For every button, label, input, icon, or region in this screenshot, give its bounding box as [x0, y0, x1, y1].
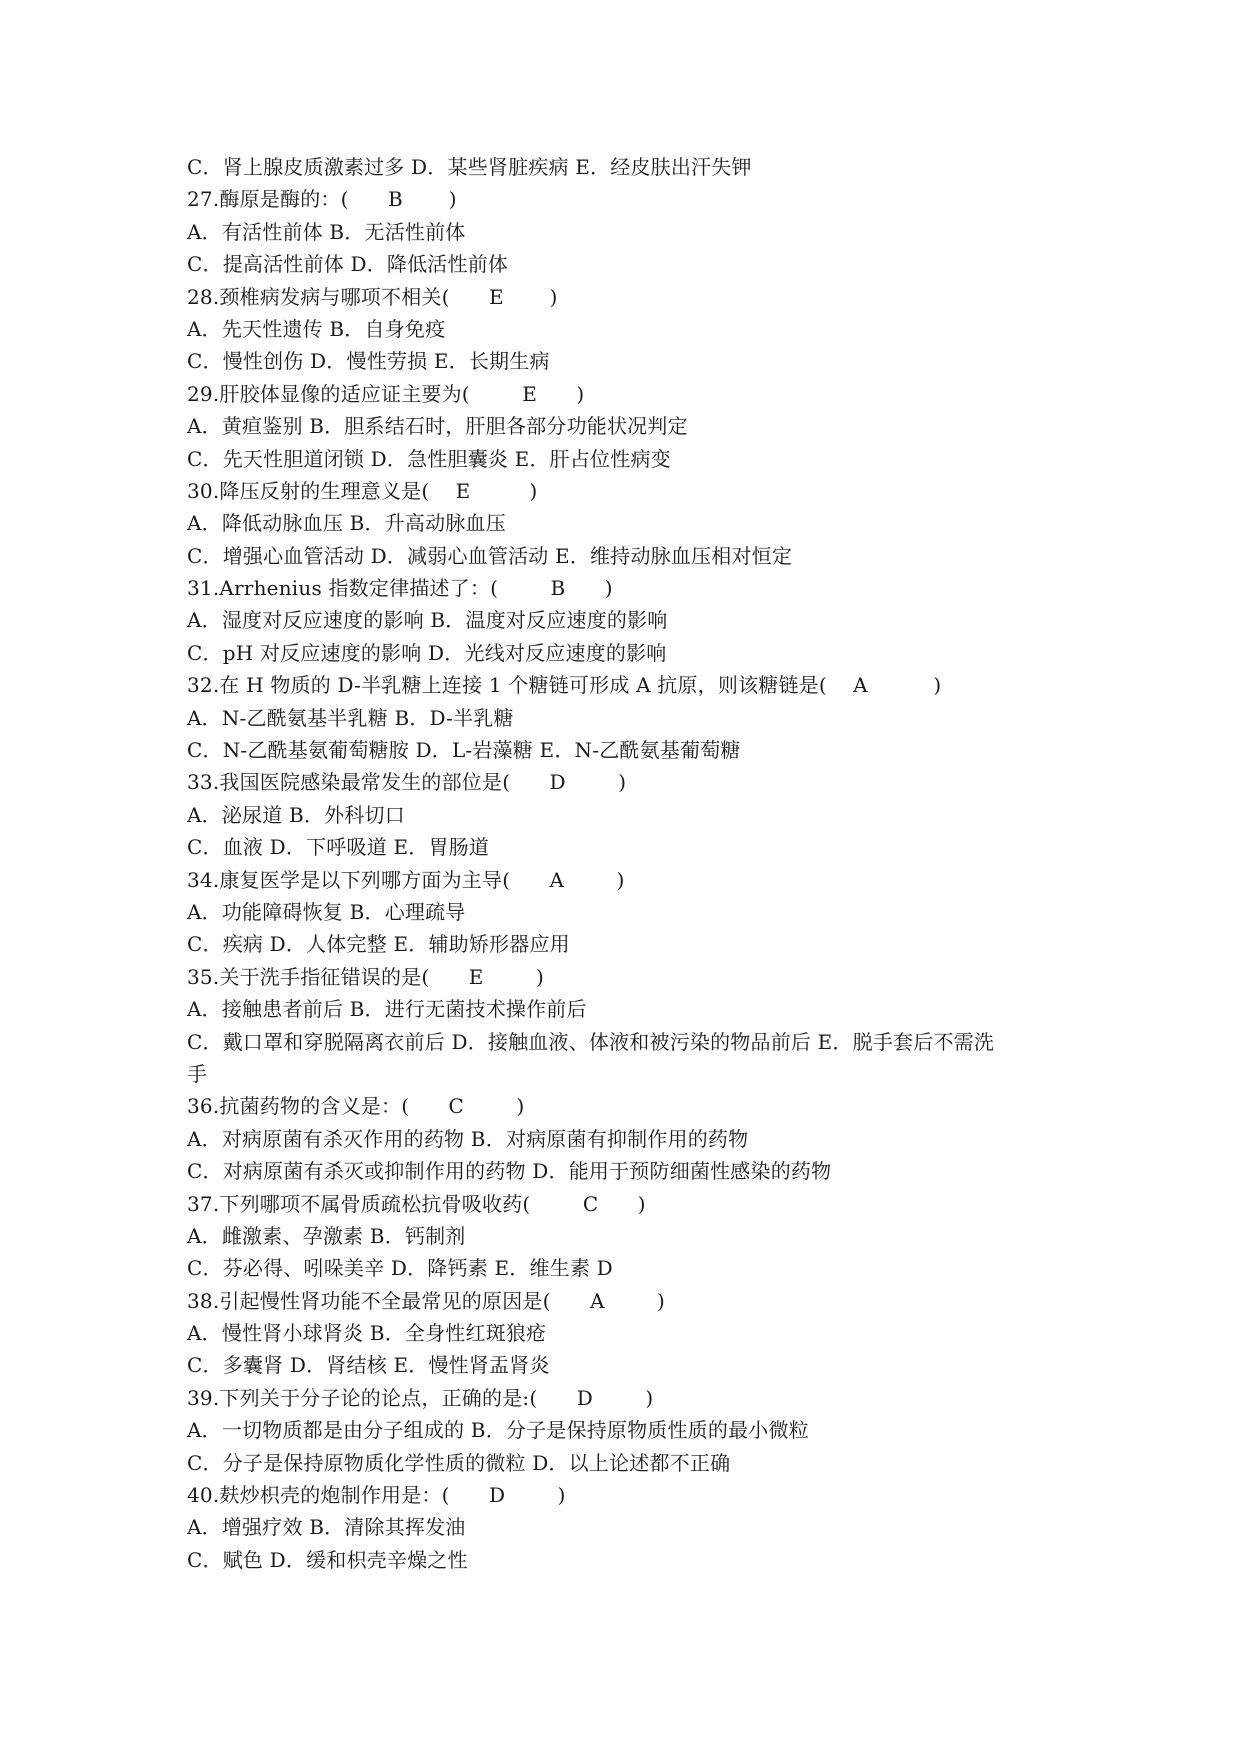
text-line: 40.麸炒枳壳的炮制作用是：( D ) — [187, 1483, 566, 1508]
text-line: 27.酶原是酶的：( B ) — [187, 187, 457, 212]
text-line: 33.我国医院感染最常发生的部位是( D ) — [187, 770, 627, 795]
text-line: A．功能障碍恢复 B．心理疏导 — [187, 899, 466, 924]
text-line: A．湿度对反应速度的影响 B．温度对反应速度的影响 — [187, 608, 668, 633]
text-line: 32.在 H 物质的 D-半乳糖上连接 1 个糖链可形成 A 抗原，则该糖链是( A ) — [187, 673, 942, 698]
text-line: 手 — [187, 1061, 208, 1086]
text-line: C．赋色 D．缓和枳壳辛燥之性 — [187, 1547, 468, 1572]
text-line: 31.Arrhenius 指数定律描述了：( B ) — [187, 576, 613, 601]
text-line: A．接触患者前后 B．进行无菌技术操作前后 — [187, 997, 587, 1022]
text-line: A．N-乙酰氨基半乳糖 B．D-半乳糖 — [187, 705, 514, 730]
text-line: A．增强疗效 B．清除其挥发油 — [187, 1515, 466, 1540]
text-line: C．疾病 D．人体完整 E．辅助矫形器应用 — [187, 932, 570, 957]
text-line: C．增强心血管活动 D．减弱心血管活动 E．维持动脉血压相对恒定 — [187, 543, 793, 568]
text-line: A．有活性前体 B．无活性前体 — [187, 219, 466, 244]
text-line: 34.康复医学是以下列哪方面为主导( A ) — [187, 867, 625, 892]
text-line: 38.引起慢性肾功能不全最常见的原因是( A ) — [187, 1288, 666, 1313]
text-line: A．降低动脉血压 B．升高动脉血压 — [187, 511, 506, 536]
text-line: C．血液 D．下呼吸道 E．胃肠道 — [187, 835, 490, 860]
text-line: A．对病原菌有杀灭作用的药物 B．对病原菌有抑制作用的药物 — [187, 1126, 749, 1151]
text-line: A．慢性肾小球肾炎 B．全身性红斑狼疮 — [187, 1321, 547, 1346]
text-line: C．先天性胆道闭锁 D．急性胆囊炎 E．肝占位性病变 — [187, 446, 671, 471]
text-line: A．先天性遗传 B．自身免疫 — [187, 316, 446, 341]
text-line: C．芬必得、吲哚美辛 D．降钙素 E．维生素 D — [187, 1256, 613, 1281]
document-body — [187, 151, 1067, 1576]
text-line: C．戴口罩和穿脱隔离衣前后 D．接触血液、体液和被污染的物品前后 E．脱手套后不需洗 — [187, 1029, 995, 1054]
text-line: A．泌尿道 B．外科切口 — [187, 802, 405, 827]
text-line: A．雌激素、孕激素 B．钙制剂 — [187, 1223, 466, 1248]
text-line: C．对病原菌有杀灭或抑制作用的药物 D．能用于预防细菌性感染的药物 — [187, 1159, 832, 1184]
text-line: 39.下列关于分子论的论点，正确的是:( D ) — [187, 1385, 654, 1410]
text-line: A．一切物质都是由分子组成的 B．分子是保持原物质性质的最小微粒 — [187, 1418, 809, 1443]
text-line: C．肾上腺皮质激素过多 D．某些肾脏疾病 E．经皮肤出汗失钾 — [187, 155, 752, 179]
text-line: C．提高活性前体 D．降低活性前体 — [187, 252, 509, 277]
text-line: 30.降压反射的生理意义是( E ) — [187, 478, 538, 503]
text-line: 28.颈椎病发病与哪项不相关( E ) — [187, 284, 558, 309]
text-line: 37.下列哪项不属骨质疏松抗骨吸收药( C ) — [187, 1191, 646, 1216]
text-line: 36.抗菌药物的含义是：( C ) — [187, 1094, 525, 1119]
text-line: C．N-乙酰基氨葡萄糖胺 D．L-岩藻糖 E．N-乙酰氨基葡萄糖 — [187, 738, 741, 763]
text-line: C．pH 对反应速度的影响 D．光线对反应速度的影响 — [187, 640, 667, 665]
text-line: C．慢性创伤 D．慢性劳损 E．长期生病 — [187, 349, 550, 374]
text-line: 29.肝胶体显像的适应证主要为( E ) — [187, 381, 585, 406]
text-line: C．分子是保持原物质化学性质的微粒 D．以上论述都不正确 — [187, 1450, 731, 1475]
text-line: A．黄疸鉴别 B．胆系结石时，肝胆各部分功能状况判定 — [187, 414, 688, 439]
text-line: C．多囊肾 D．肾结核 E．慢性肾盂肾炎 — [187, 1353, 550, 1378]
text-line: 35.关于洗手指征错误的是( E ) — [187, 964, 545, 989]
